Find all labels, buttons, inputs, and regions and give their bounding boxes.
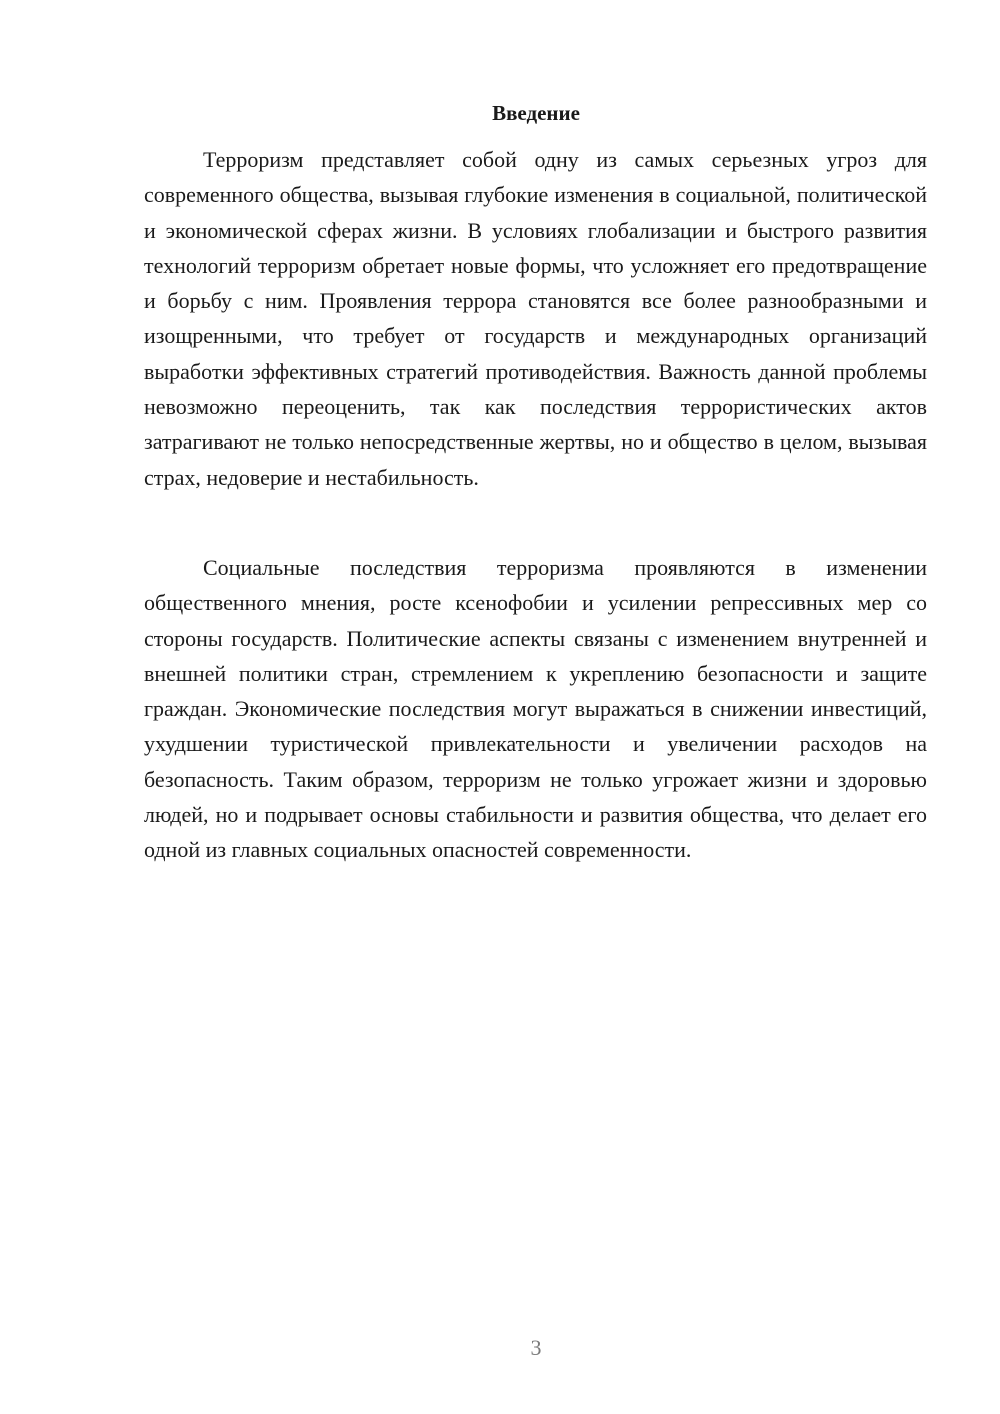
page-number: 3 (530, 1335, 542, 1360)
section-heading: Введение (492, 101, 580, 125)
paragraph-intro: Терроризм представляет собой одну из самых серьезных угроз для современного общества, вызывая глубокие изменения в социальной, политической и экономической сферах жизни. В условиях глобализации и быстрого развития технологий терроризм обретает новые формы, что усложняет его предотвращение и борьбу с ним. Проявления террора становятся все более разнообразными и изощренными, что требует от государств и международных организаций выработки эффективных стратегий противодействия. Важность данной проблемы невозможно переоценить, так как последствия террористических актов затрагивают не только непосредственные жертвы, но и общество в целом, вызывая страх, недоверие и нестабильность. (144, 147, 927, 490)
paragraph-consequences: Социальные последствия терроризма проявляются в изменении общественного мнения, росте ксенофобии и усилении репрессивных мер со стороны государств. Политические аспекты связаны с изменением внутренней и внешней политики стран, стремлением к укреплению безопасности и защите граждан. Экономические последствия могут выражаться в снижении инвестиций, ухудшении туристической привлекательности и увеличении расходов на безопасность. Таким образом, терроризм не только угрожает жизни и здоровью людей, но и подрывает основы стабильности и развития общества, что делает его одной из главных социальных опасностей современности. (144, 555, 927, 863)
